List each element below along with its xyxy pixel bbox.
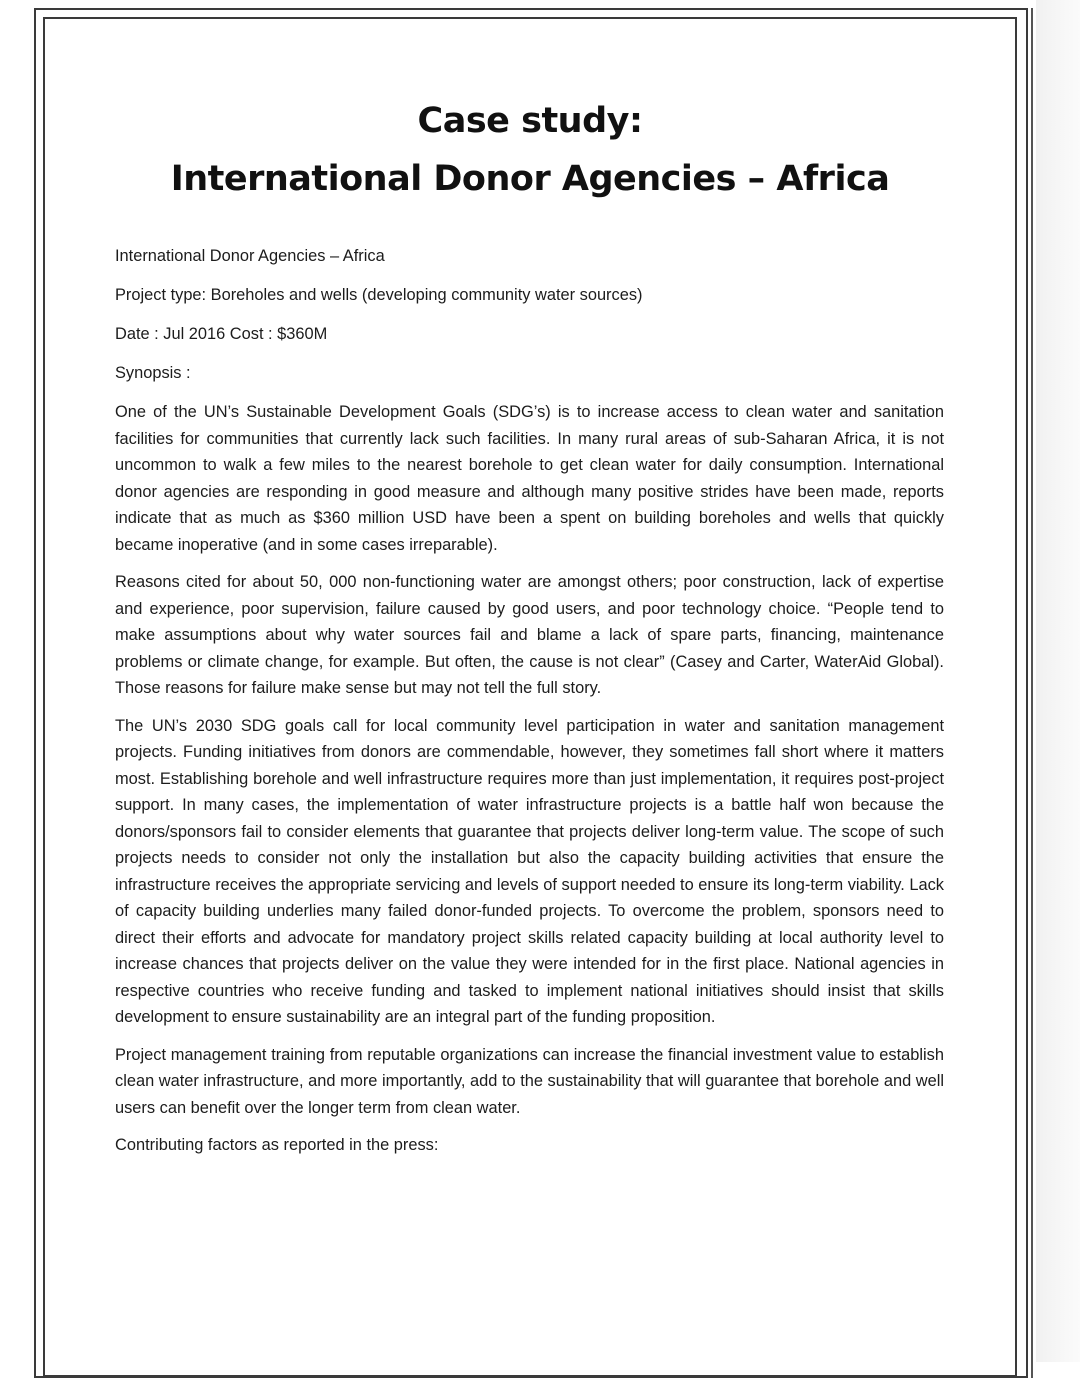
document-body [115, 243, 944, 1171]
title-line-2: International Donor Agencies – Africa [170, 159, 890, 199]
page-edge-shadow [1036, 0, 1080, 1362]
project-type: Project type: Boreholes and wells (developing community water sources) [115, 286, 643, 304]
paragraph: The UN’s 2030 SDG goals call for local community level participation in water and sanitation management projects. Funding initiatives from donors are commendable, however, they sometimes fall short where it matters most. Establishing borehole and well infrastructure requires more than just implementation, it requires post-project support. In many cases, the implementation of water infrastructure projects is a battle half won because the donors/sponsors fail to consider elements that guarantee that projects deliver long-term value. The scope of such projects needs to consider not only the installation but also the capacity building activities that ensure the infrastructure receives the appropriate servicing and levels of support needed to ensure its long-term viability. Lack of capacity building underlies many failed donor-funded projects. To overcome the problem, sponsors need to direct their efforts and advocate for mandatory project skills related capacity building at local authority level to increase chances that projects deliver on the value they were intended for in the first place. National agencies in respective countries who receive funding and tasked to implement national initiatives should insist that skills development to ensure sustainability are an integral part of the funding proposition. [115, 716, 944, 1026]
subtitle: International Donor Agencies – Africa [115, 247, 385, 265]
closing-line: Contributing factors as reported in the press: [115, 1136, 439, 1154]
synopsis-label: Synopsis : [115, 364, 191, 382]
title-line-1: Case study: [417, 101, 643, 141]
document-title [100, 92, 960, 208]
date-cost: Date : Jul 2016 Cost : $360M [115, 325, 328, 343]
paragraph: One of the UN’s Sustainable Development Goals (SDG’s) is to increase access to clean water and sanitation facilities for communities that currently lack such facilities. In many rural areas of sub-Saharan Africa, it is not uncommon to walk a few miles to the nearest borehole to get clean water for daily consumption. International donor agencies are responding in good measure and although many positive strides have been made, reports indicate that as much as $360 million USD have been a spent on building boreholes and wells that quickly became inoperative (and in some cases irreparable). [115, 403, 944, 554]
paragraph: Reasons cited for about 50, 000 non-functioning water are amongst others; poor construction, lack of expertise and experience, poor supervision, failure caused by good users, and poor technology choice. “People tend to make assumptions about why water sources fail and blame a lack of spare parts, financing, maintenance problems or climate change, for example. But often, the cause is not clear” (Casey and Carter, WaterAid Global). Those reasons for failure make sense but may not tell the full story. [115, 573, 944, 697]
page-edge-line [1031, 8, 1033, 1378]
paragraph: Project management training from reputable organizations can increase the financial investment value to establish clean water infrastructure, and more importantly, add to the sustainability that will guarantee that borehole and well users can benefit over the longer term from clean water. [115, 1045, 944, 1117]
